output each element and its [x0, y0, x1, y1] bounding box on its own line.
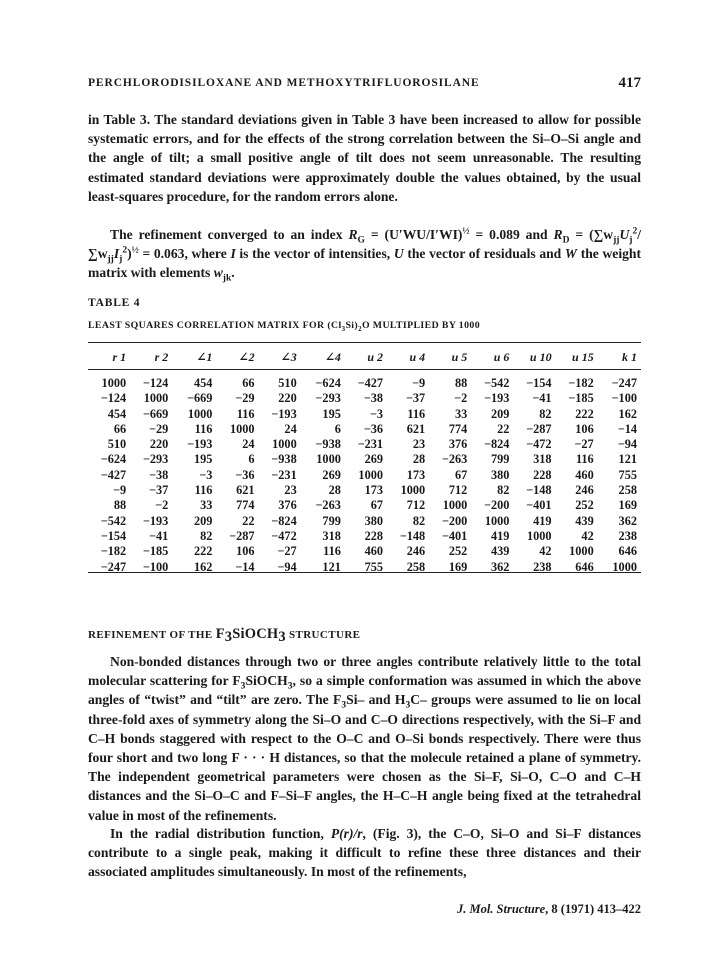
table-cell: 195 [322, 406, 341, 421]
table-cell: −185 [568, 391, 594, 406]
table-cell: 269 [364, 452, 384, 467]
table-cell: 454 [107, 406, 127, 421]
column-header: ∠4 [324, 349, 341, 364]
table-cell: 24 [242, 437, 255, 452]
table-cell: 238 [533, 559, 552, 574]
table-cell: 116 [236, 406, 255, 421]
table-row [88, 483, 641, 498]
table-cell: 82 [497, 483, 510, 498]
table-cell: −938 [271, 452, 297, 467]
table-cell: −193 [142, 513, 169, 528]
table-cell: 6 [334, 421, 341, 436]
table-cell: −38 [363, 391, 384, 406]
table-cell: −37 [405, 391, 426, 406]
table-cell: 258 [618, 483, 637, 498]
table-cell: −37 [148, 483, 169, 498]
table-cell: −38 [148, 467, 169, 482]
table-cell: 222 [575, 406, 594, 421]
table-cell: 42 [539, 544, 552, 559]
table-cell: −542 [483, 376, 510, 390]
table-cell: 228 [533, 467, 552, 482]
table-cell: 116 [323, 544, 341, 559]
column-header: ∠1 [196, 349, 213, 364]
table-cell: −27 [277, 544, 297, 559]
table-cell: 1000 [272, 437, 297, 452]
table-cell: 66 [113, 421, 127, 436]
table-cell: 252 [575, 498, 594, 513]
table-cell: 22 [497, 421, 510, 436]
table-cell: 460 [364, 544, 384, 559]
table-cell: 88 [113, 498, 127, 513]
column-header: u 5 [451, 349, 468, 364]
table-cell: −472 [271, 528, 297, 543]
table-cell: 774 [448, 421, 468, 436]
table-cell: −124 [100, 391, 127, 406]
table-cell: 162 [618, 406, 637, 421]
table-cell: 380 [364, 513, 384, 528]
table-cell: −247 [100, 559, 127, 574]
table-cell: 376 [448, 437, 468, 452]
table-cell: −247 [611, 376, 637, 390]
table-cell: 419 [533, 513, 552, 528]
table-cell: 621 [406, 421, 426, 436]
table-cell: −200 [441, 513, 468, 528]
table-cell: 28 [328, 483, 341, 498]
table-cell: 774 [236, 498, 255, 513]
paragraph-radial-distribution: In the radial distribution function, P(r)/r, (Fig. 3), the C–O, Si–O and Si–F distances contribute to a single peak, making it difficult to refine these three distances and their associated amplitudes simultaneously. In most of the refinements, [88, 826, 641, 880]
table-cell: −3 [199, 467, 213, 482]
table-cell: 88 [455, 376, 468, 390]
table-cell: −3 [369, 406, 384, 421]
table-cell: 380 [490, 467, 510, 482]
table-cell: 1000 [526, 528, 552, 543]
table-cell: 66 [242, 376, 255, 390]
table-cell: 82 [412, 513, 426, 528]
table-cell: 28 [412, 452, 426, 467]
table-cell: −182 [100, 544, 127, 559]
table-cell: 33 [455, 406, 468, 421]
table-cell: −427 [357, 376, 384, 390]
table-cell: 116 [194, 483, 213, 498]
table-cell: 24 [284, 421, 297, 436]
table-cell: 799 [322, 513, 341, 528]
table-cell: 22 [242, 513, 255, 528]
column-header: ∠3 [280, 349, 297, 364]
table-cell: −182 [568, 376, 594, 390]
table-cell: 712 [448, 483, 468, 498]
table-cell: −263 [441, 452, 468, 467]
table-cell: −14 [617, 421, 637, 436]
table-row [88, 529, 641, 544]
table-cell: −287 [526, 421, 552, 436]
table-cell: −287 [229, 528, 255, 543]
table-cell: −824 [271, 513, 297, 528]
table-cell: 33 [200, 498, 213, 513]
table-row [88, 376, 641, 391]
table-cell: −41 [148, 528, 169, 543]
table-cell: −2 [454, 391, 468, 406]
column-header: u 10 [529, 349, 552, 364]
column-header: u 6 [493, 349, 510, 364]
table-cell: 1000 [187, 406, 213, 421]
table-cell: −624 [315, 376, 341, 390]
table-cell: −542 [100, 513, 127, 528]
table-cell: 510 [107, 437, 127, 452]
table-cell: 1000 [484, 513, 510, 528]
table-cell: −9 [112, 483, 127, 498]
table-cell: 376 [278, 498, 297, 513]
table-cell: 252 [448, 544, 468, 559]
table-cell: −472 [526, 437, 552, 452]
table-cell: 258 [406, 559, 426, 574]
table-cell: −124 [142, 376, 169, 390]
table-cell: 121 [322, 559, 341, 574]
table-cell: −9 [412, 376, 426, 390]
table-cell: 362 [618, 513, 637, 528]
table-cell: 460 [575, 467, 594, 482]
table-cell: −148 [399, 528, 426, 543]
column-header: ∠2 [238, 349, 255, 364]
table-cell: 121 [618, 452, 637, 467]
table-row [88, 468, 641, 483]
table-cell: −401 [526, 498, 552, 513]
table-cell: 220 [149, 437, 169, 452]
table-cell: 1000 [358, 467, 384, 482]
table-cell: −94 [277, 559, 297, 574]
table-cell: −427 [100, 467, 127, 482]
table-cell: −200 [483, 498, 510, 513]
table-label: TABLE 4 [88, 297, 141, 309]
table-row [88, 407, 641, 422]
table-cell: −185 [142, 544, 169, 559]
table-cell: −263 [315, 498, 341, 513]
page-number: 417 [618, 75, 641, 91]
table-cell: 195 [193, 452, 213, 467]
table-cell: −293 [142, 452, 169, 467]
column-header: u 2 [367, 349, 384, 364]
table-cell: 6 [248, 452, 255, 467]
table-cell: −14 [235, 559, 255, 574]
table-cell: −2 [155, 498, 169, 513]
table-cell: 1000 [143, 391, 169, 406]
table-cell: −401 [441, 528, 468, 543]
running-head-title: PERCHLORODISILOXANE AND METHOXYTRIFLUOROSILANE [88, 77, 480, 89]
paragraph-nonbonded-distances: Non-bonded distances through two or three angles contribute relatively little to the total molecular scattering for $F_3SiOCH_3$, so a simple conformation was assumed in which the above angles of “twist” and “tilt” are zero. The $F_3Si-$ and $H_3C-$ groups were assumed to lie on local three-fold axes of symmetry along the Si–O and C–O directions respectively, with the Si–F and C–H bonds staggered with respect to the O–C and O–Si bonds respectively. There were thus four short and two long F · · · H distances, so that the molecule retained a plane of symmetry. The independent geometrical parameters were chosen as the Si–F, Si–O, C–O and C–H distances and the Si–O–C and F–Si–F angles, the H–C–H angle being fixed at the tetrahedral value in most of the refinements. [88, 654, 642, 823]
column-header: u 15 [572, 349, 594, 364]
table-cell: 222 [193, 544, 213, 559]
table-cell: 1000 [442, 498, 468, 513]
table-cell: −27 [574, 437, 594, 452]
table-cell: −154 [100, 528, 127, 543]
table-cell: 23 [412, 437, 426, 452]
table-cell: −193 [271, 406, 297, 421]
table-cell: 510 [278, 376, 297, 390]
table-cell: 439 [575, 513, 594, 528]
paragraph-table3-discussion: in Table 3. The standard deviations given in Table 3 have been increased to allow for possible systematic errors, and for the effects of the strong correlation between the Si–O–Si angle and the angle of tilt; a small positive angle of tilt does not seem unreasonable. The resulting estimated standard deviations were approximately double the values obtained, by the usual least-squares procedure, for the random errors alone. [88, 112, 641, 204]
table-cell: 106 [236, 544, 255, 559]
table-cell: 755 [364, 559, 384, 574]
table-cell: 799 [490, 452, 510, 467]
table-cell: 1000 [569, 544, 594, 559]
table-cell: 173 [364, 483, 384, 498]
table-cell: −938 [315, 437, 341, 452]
table-cell: 82 [200, 528, 213, 543]
table-cell: −824 [483, 437, 510, 452]
table-cell: 269 [322, 467, 341, 482]
table-cell: 1000 [400, 483, 426, 498]
table-cell: 228 [364, 528, 384, 543]
paragraph-refinement-index: The refinement converged to an index $R_G = (U'WU/I'WI)^{\frac{1}{2}} = 0.089$ and $R_D = (\sum w_{jj}U_j^2/\sum w_{jj}I_j^2)^{\frac{1}{2}} = 0.063$, where I is the vector of intensities, U the vector of residuals and W the weight matrix with elements $w_{jk}$. [88, 226, 642, 285]
table-cell: 238 [618, 528, 637, 543]
table-cell: −41 [532, 391, 552, 406]
table-cell: −148 [526, 483, 552, 498]
table-cell: 162 [193, 559, 213, 574]
table-cell: 454 [193, 376, 213, 390]
table-cell: −29 [148, 421, 169, 436]
table-cell: 116 [575, 452, 594, 467]
journal-citation: J. Mol. Structure, 8 (1971) 413–422 [456, 902, 641, 916]
table-cell: 220 [278, 391, 297, 406]
table-cell: −231 [357, 437, 384, 452]
table-cell: 116 [194, 421, 213, 436]
table-cell: 106 [575, 421, 594, 436]
table-cell: −669 [186, 391, 213, 406]
table-cell: 209 [193, 513, 213, 528]
table-row [88, 498, 641, 513]
table-cell: 246 [575, 483, 594, 498]
table-cell: 318 [533, 452, 552, 467]
column-header: r 1 [112, 349, 127, 364]
table-cell: −193 [483, 391, 510, 406]
table-cell: 209 [490, 406, 510, 421]
table-cell: 116 [407, 406, 426, 421]
table-header-row [88, 346, 641, 368]
correlation-matrix-table [88, 346, 641, 575]
table-cell: 67 [370, 498, 384, 513]
table-cell: 82 [539, 406, 552, 421]
table-cell: 1000 [229, 421, 255, 436]
table-cell: 67 [455, 467, 468, 482]
table-cell: 246 [406, 544, 426, 559]
table-row [88, 422, 641, 437]
table-cell: −29 [235, 391, 255, 406]
table-row [88, 544, 641, 559]
table-cell: 1000 [612, 559, 637, 574]
table-cell: −624 [100, 452, 127, 467]
table-caption: LEAST SQUARES CORRELATION MATRIX FOR $(Cl_3Si)_2O$ MULTIPLIED BY 1000 [88, 320, 480, 333]
running-head [88, 77, 641, 95]
table-top-rule [88, 342, 641, 343]
table-cell: 419 [490, 528, 510, 543]
table-cell: −231 [271, 467, 297, 482]
table-cell: −94 [617, 437, 637, 452]
table-cell: 362 [490, 559, 510, 574]
table-cell: 169 [448, 559, 468, 574]
table-cell: −154 [526, 376, 552, 390]
table-cell: 439 [490, 544, 510, 559]
table-cell: −669 [142, 406, 169, 421]
table-cell: −36 [363, 421, 384, 436]
table-cell: −193 [186, 437, 213, 452]
table-cell: 621 [236, 483, 255, 498]
table-row [88, 514, 641, 529]
table-cell: −293 [315, 391, 341, 406]
table-cell: 169 [618, 498, 637, 513]
table-row [88, 437, 641, 452]
table-row [88, 391, 641, 406]
table-cell: 23 [284, 483, 297, 498]
column-header: k 1 [622, 349, 637, 364]
table-cell: 42 [581, 528, 594, 543]
table-row [88, 560, 641, 575]
column-header: u 4 [409, 349, 426, 364]
column-header: r 2 [154, 349, 169, 364]
table-cell: 173 [406, 467, 426, 482]
table-cell: 712 [406, 498, 426, 513]
table-cell: 318 [322, 528, 341, 543]
table-cell: −100 [611, 391, 637, 406]
table-cell: 646 [618, 544, 637, 559]
table-cell: 1000 [316, 452, 341, 467]
table-cell: 1000 [101, 376, 127, 390]
table-cell: −36 [235, 467, 255, 482]
table-cell: 755 [618, 467, 637, 482]
section-heading: REFINEMENT OF THE $F_3SiOCH_3$ STRUCTURE [88, 626, 361, 646]
table-cell: −100 [142, 559, 169, 574]
table-row [88, 452, 641, 467]
table-cell: 646 [575, 559, 594, 574]
